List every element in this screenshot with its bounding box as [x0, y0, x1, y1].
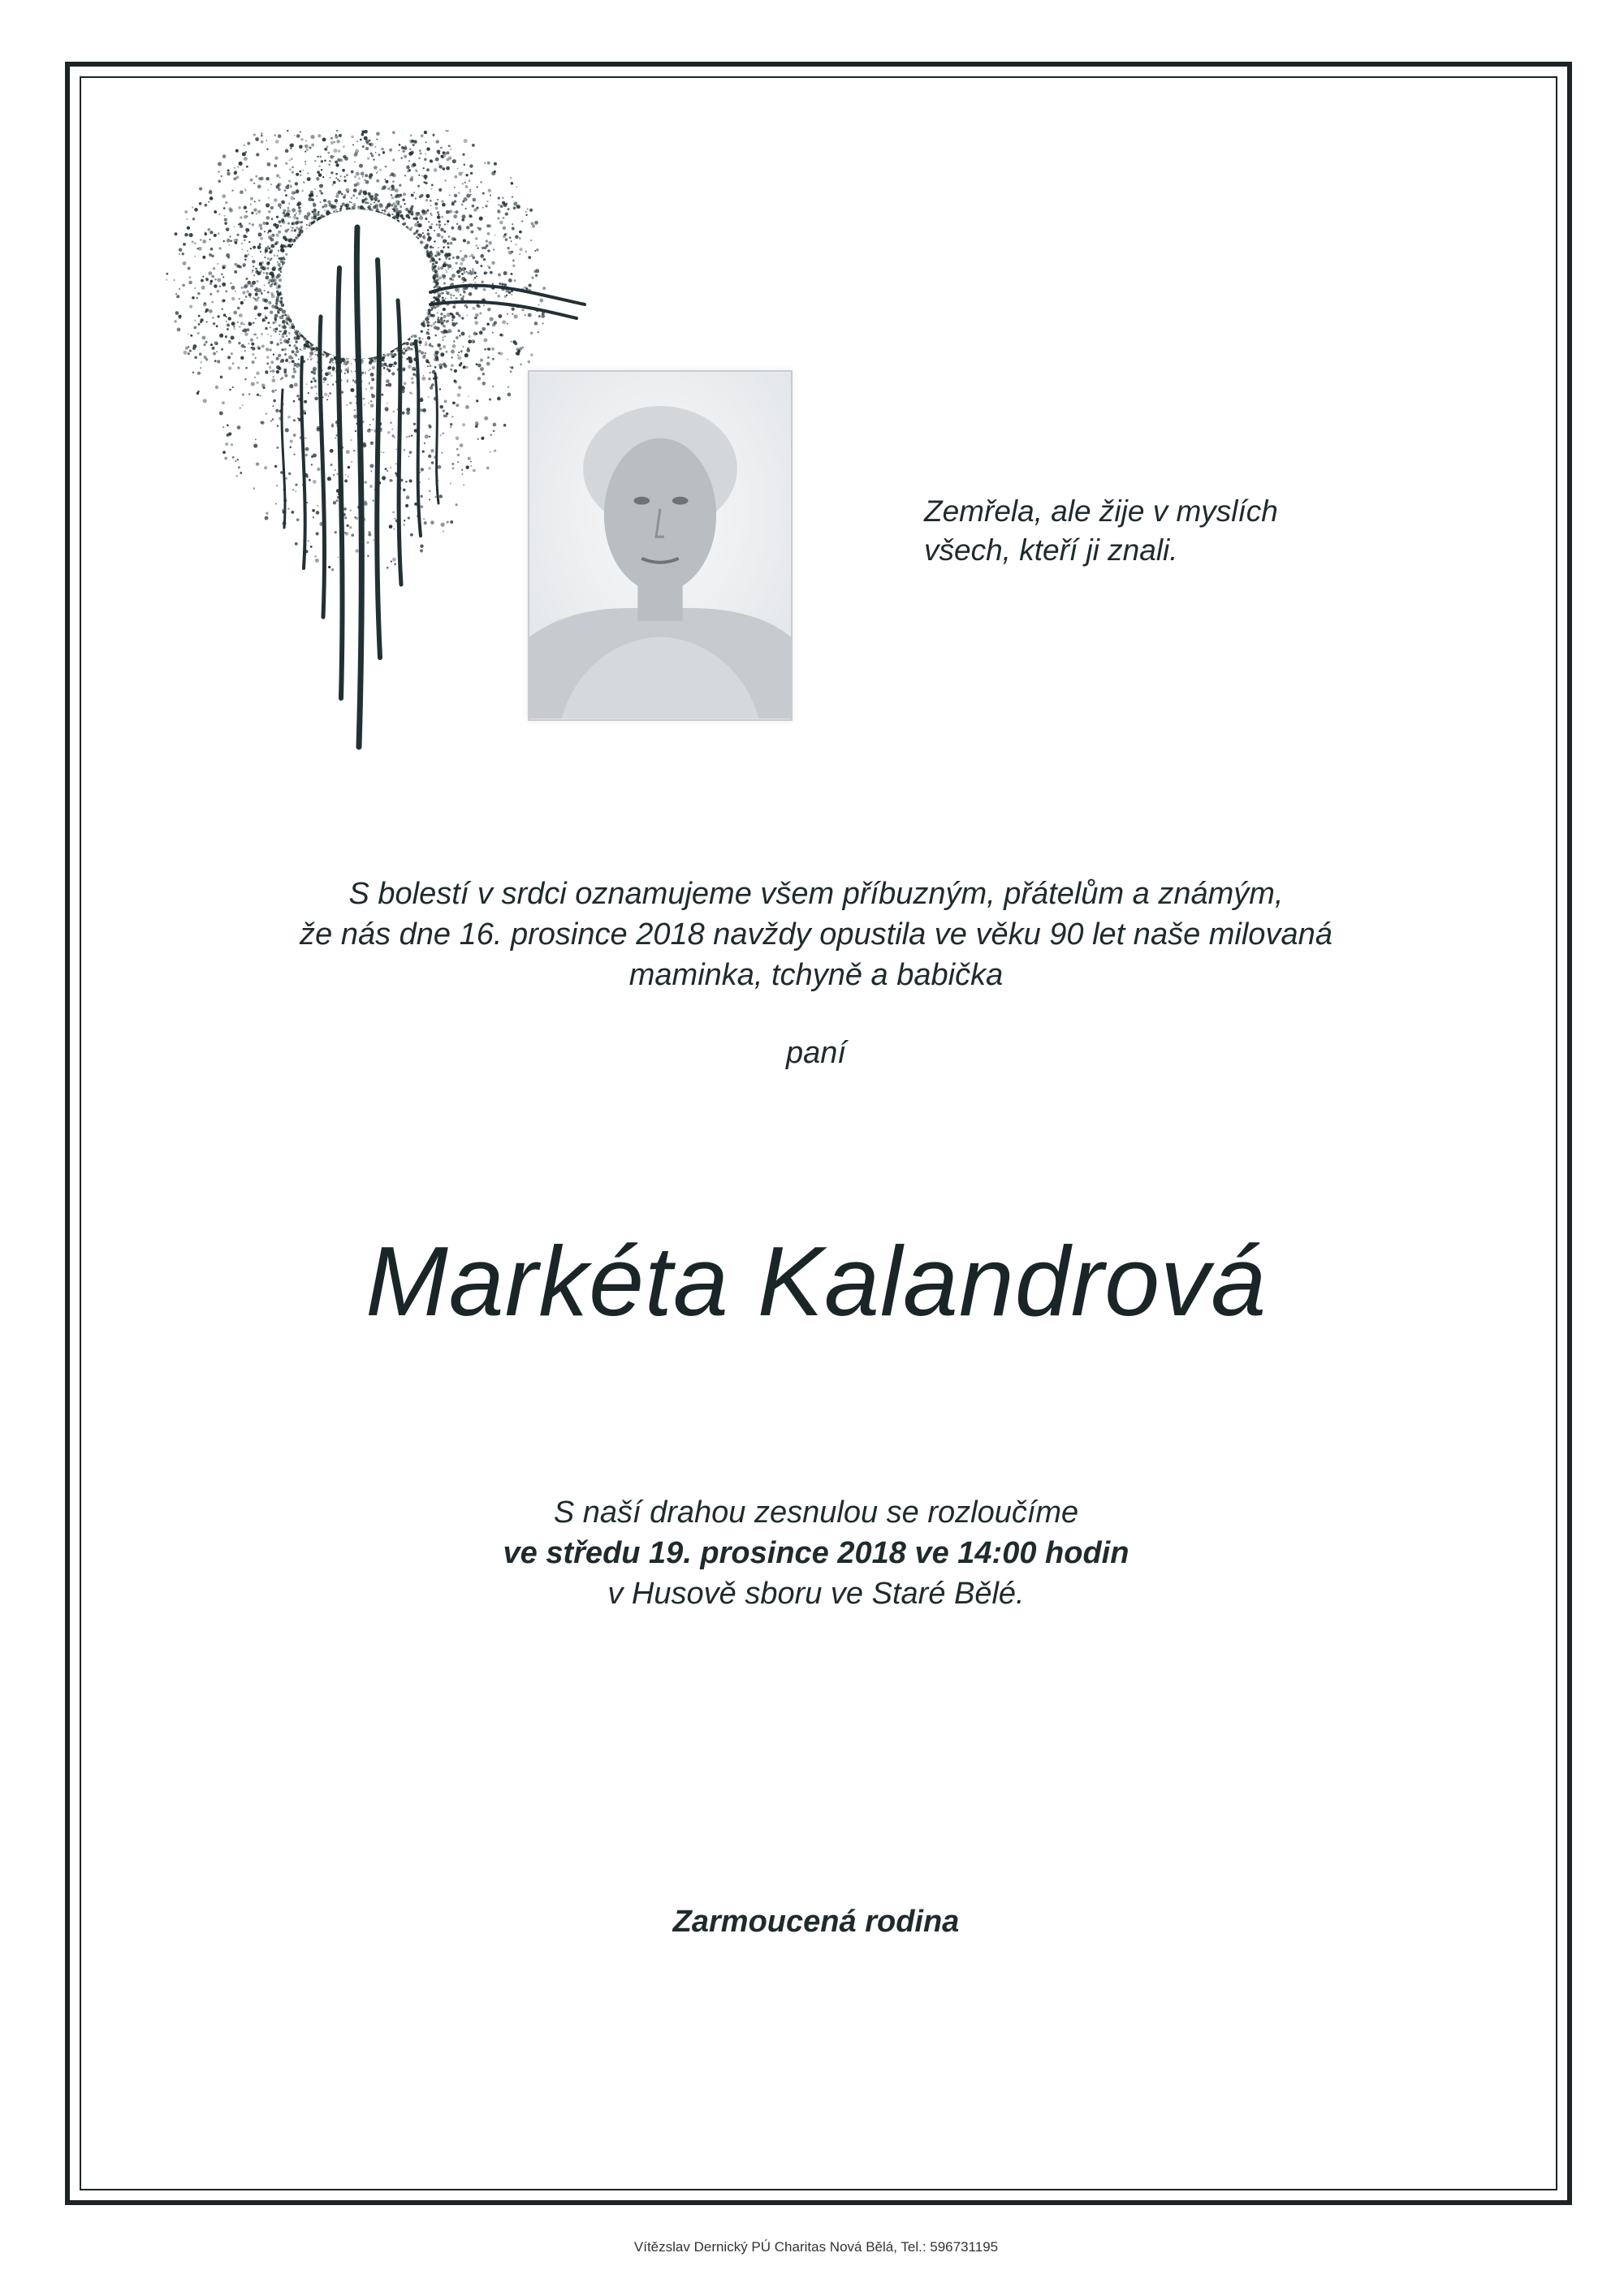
- death-announcement: [162, 874, 1470, 995]
- farewell-line-1: S naší drahou zesnulou se rozloučíme: [553, 1495, 1079, 1530]
- farewell-location: v Husově sboru ve Staré Bělé.: [607, 1577, 1025, 1611]
- announcement-line-3: maminka, tchyně a babička: [628, 958, 1004, 992]
- announcement-line-1: S bolestí v srdci oznamujeme všem příbuzným, přátelům a známým,: [348, 877, 1284, 911]
- funeral-details: [162, 1492, 1470, 1614]
- family-signature: Zarmoucená rodina: [672, 1905, 960, 1939]
- deceased-name: Markéta Kalandrová: [365, 1226, 1267, 1336]
- funeral-service-footer: Vítězslav Dernický PÚ Charitas Nová Bělá, Tel.: 596731195: [633, 2239, 999, 2255]
- quote-line-1: Zemřela, ale žije v myslích: [924, 494, 1278, 528]
- announcement-line-2: že nás dne 16. prosince 2018 navždy opustila ve věku 90 let naše milovaná: [300, 917, 1332, 952]
- portrait-image-icon: [529, 372, 791, 719]
- honorific: paní: [786, 1036, 846, 1070]
- quote-line-2: všech, kteří ji znali.: [924, 533, 1178, 567]
- portrait-photo: [528, 370, 793, 721]
- memorial-quote: [924, 492, 1346, 570]
- farewell-date-time: ve středu 19. prosince 2018 ve 14:00 hodin: [503, 1536, 1129, 1570]
